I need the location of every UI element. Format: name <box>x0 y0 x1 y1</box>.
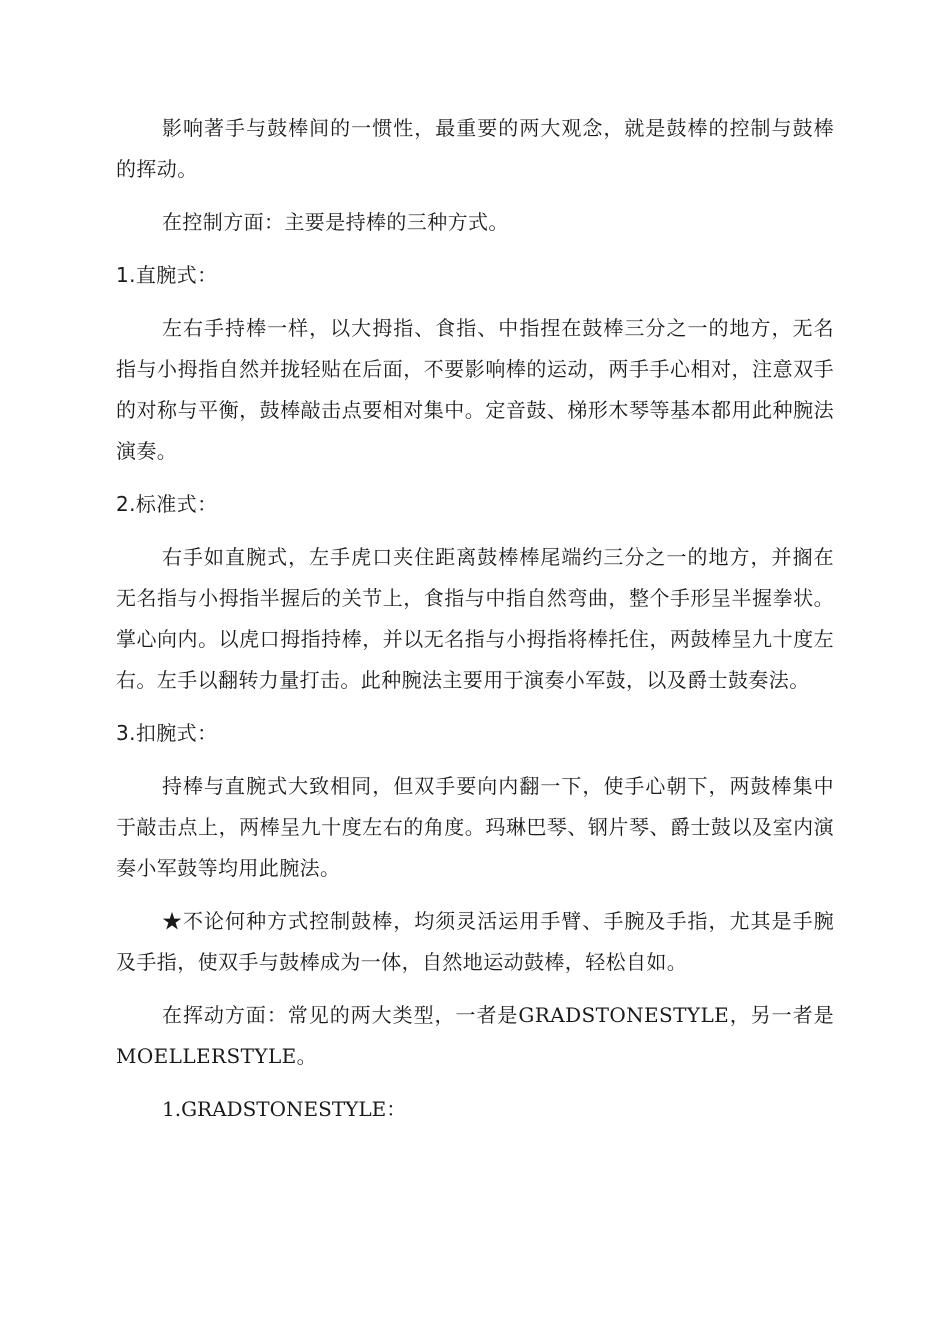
paragraph-control-intro: 在控制方面：主要是持棒的三种方式。 <box>162 210 509 234</box>
heading-gradstone-style: 1.GRADSTONESTYLE： <box>162 1097 407 1121</box>
paragraph-standard: 右手如直腕式，左手虎口夹住距离鼓棒棒尾端约三分之一的地方，并搁在无名指与小拇指半握后的关节上，食指与中指自然弯曲，整个手形呈半握拳状。掌心向内。以虎口拇指持棒，并以无名指与小拇指将棒托住，两鼓棒呈九十度左右。左手以翻转力量打击。此种腕法主要用于演奏小军鼓，以及爵士鼓奏法。 <box>116 545 834 692</box>
heading-standard: 2.标准式： <box>116 492 218 516</box>
paragraph-buckle-wrist: 持棒与直腕式大致相同，但双手要向内翻一下，使手心朝下，两鼓棒集中于敲击点上，两棒呈九十度左右的角度。玛琳巴琴、钢片琴、爵士鼓以及室内演奏小军鼓等均用此腕法。 <box>116 774 834 880</box>
heading-buckle-wrist: 3.扣腕式： <box>116 721 218 745</box>
paragraph-note: ★不论何种方式控制鼓棒，均须灵活运用手臂、手腕及手指，尤其是手腕及手指，使双手与鼓棒成为一体，自然地运动鼓棒，轻松自如。 <box>116 909 834 974</box>
paragraph-swing-intro: 在挥动方面：常见的两大类型，一者是GRADSTONESTYLE，另一者是MOELLERSTYLE。 <box>116 1003 834 1068</box>
paragraph-straight-wrist: 左右手持棒一样，以大拇指、食指、中指捏在鼓棒三分之一的地方，无名指与小拇指自然并拢轻贴在后面，不要影响棒的运动，两手手心相对，注意双手的对称与平衡，鼓棒敲击点要相对集中。定音鼓、梯形木琴等基本都用此种腕法演奏。 <box>116 316 834 463</box>
document-body <box>116 108 834 1130</box>
heading-straight-wrist: 1.直腕式： <box>116 263 218 287</box>
paragraph-intro: 影响著手与鼓棒间的一惯性，最重要的两大观念，就是鼓棒的控制与鼓棒的挥动。 <box>116 116 834 181</box>
